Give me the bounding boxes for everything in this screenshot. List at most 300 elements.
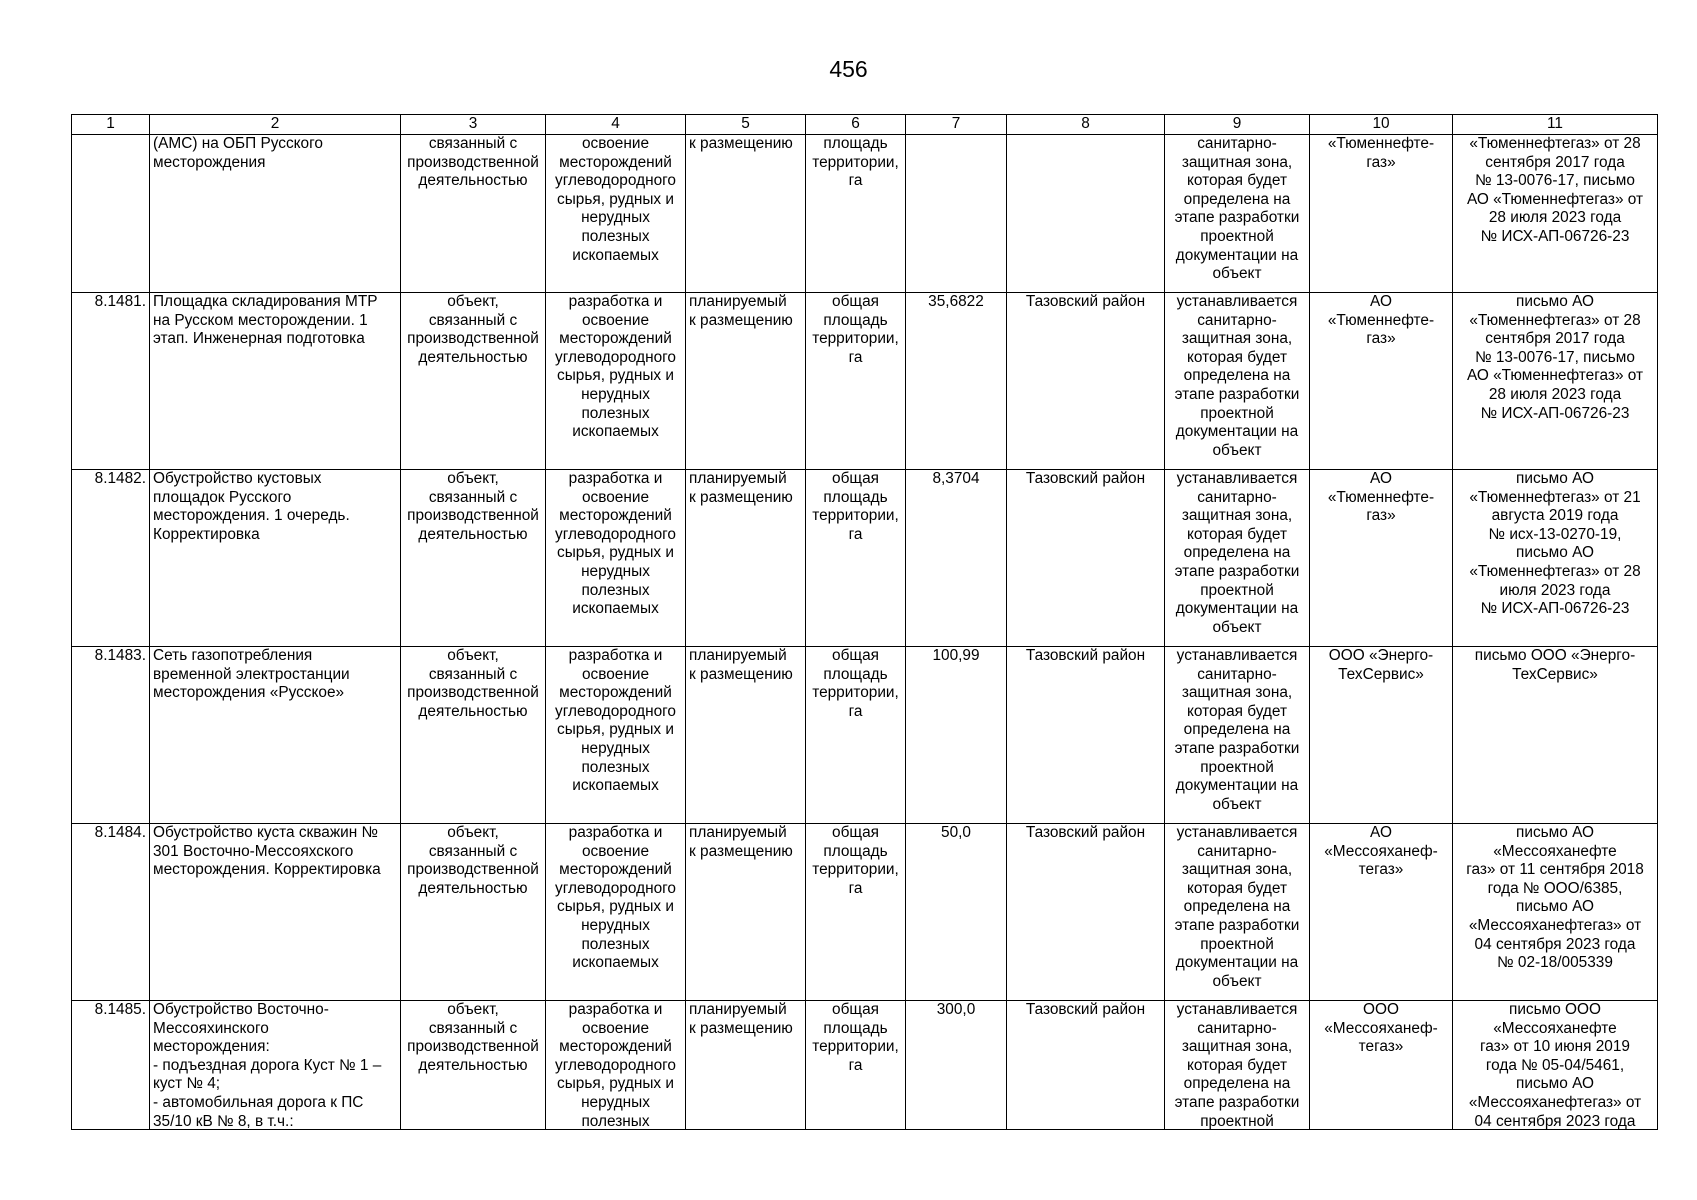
zone-description-cell [1165,647,1310,824]
object-type-line: деятельностью [418,1056,528,1074]
characteristic-name-cell [806,135,906,293]
zone-description-cell [1165,1001,1310,1130]
zone-description-line: санитарно- [1197,1019,1277,1037]
object-status-line: планируемый [689,293,787,310]
zone-description-line: защитная зона, [1181,861,1293,879]
object-type-line: объект, [447,293,499,310]
object-purpose-cell [546,470,686,647]
zone-description-line: объект [1212,441,1262,459]
characteristic-name-line: общая [832,1001,879,1018]
characteristic-value-cell [906,293,1007,470]
object-type-line: деятельностью [418,525,528,543]
basis-document-line: «Мессояханефтегаз» от [1468,916,1642,934]
object-purpose-line: углеводородного [555,172,676,190]
object-type-line: производственной [407,507,539,525]
characteristic-name-line: территории, [812,1038,899,1056]
object-purpose-line: освоение [581,488,650,506]
object-purpose-line: разработка и [568,647,663,664]
organization-cell [1310,1001,1453,1130]
object-type-cell [401,1001,546,1130]
object-status-line: к размещению [689,665,793,683]
object-purpose-line: углеводородного [555,879,676,897]
organization-line: «Тюменнефте- [1327,311,1435,329]
object-name-line: месторождения: [153,1038,270,1056]
object-type-cell [401,293,546,470]
zone-description-line: которая будет [1186,702,1288,720]
object-name-line: (АМС) на ОБП Русского [153,135,323,152]
table-row [72,293,1658,470]
row-number: 8.1484. [94,824,146,841]
object-status-line: к размещению [689,1019,793,1037]
location-cell [1007,135,1165,293]
object-purpose-line: месторождений [559,861,672,879]
characteristic-name-line: га [848,879,863,897]
zone-description-line: устанавливается [1176,647,1298,664]
object-name-line: 35/10 кВ № 8, в т.ч.: [153,1112,294,1129]
object-name-cell [150,293,401,470]
object-type-line: деятельностью [418,172,528,190]
zone-description-line: документации на [1175,246,1299,264]
object-name-line: Сеть газопотребления [153,647,313,664]
object-name-line: - автомобильная дорога к ПС [153,1093,364,1111]
object-status-line: планируемый [689,824,787,841]
object-type-line: деятельностью [418,348,528,366]
characteristic-value: 300,0 [936,1001,976,1018]
object-status-cell [686,293,806,470]
zone-description-line: которая будет [1186,879,1288,897]
object-purpose-line: углеводородного [555,702,676,720]
object-purpose-line: месторождений [559,507,672,525]
object-type-line: объект, [447,647,499,664]
basis-document-line: № ИСХ-АП-06726-23 [1480,227,1630,245]
basis-document-line: письмо АО [1516,293,1594,310]
object-purpose-line: разработка и [568,293,663,310]
basis-document-line: АО «Тюменнефтегаз» от [1466,190,1644,208]
basis-document-line: № 13-0076-17, письмо [1475,348,1635,366]
object-status-cell [686,470,806,647]
zone-description-line: документации на [1175,777,1299,795]
characteristic-name-line: территории, [812,684,899,702]
zone-description-line: этапе разработки [1174,209,1300,227]
zone-description-line: защитная зона, [1181,1038,1293,1056]
characteristic-value-cell [906,824,1007,1001]
object-purpose-line: месторождений [559,153,672,171]
object-name-line: месторождения. 1 очередь. [153,507,350,525]
organization-cell [1310,824,1453,1001]
characteristic-value-cell [906,1001,1007,1130]
basis-document-cell [1453,293,1658,470]
object-type-line: производственной [407,330,539,348]
zone-description-line: этапе разработки [1174,916,1300,934]
zone-description-line: этапе разработки [1174,739,1300,757]
table-row [72,824,1658,1001]
object-name-line: куст № 4; [153,1075,221,1093]
object-purpose-line: разработка и [568,1001,663,1018]
object-purpose-line: ископаемых [572,954,659,972]
basis-document-cell [1453,647,1658,824]
organization-line: ООО «Энерго- [1328,647,1434,664]
characteristic-value: 50,0 [941,824,971,841]
characteristic-value-cell [906,647,1007,824]
object-purpose-line: полезных [581,404,650,422]
object-name-line: площадок Русского [153,488,292,506]
location: Тазовский район [1025,824,1146,841]
location: Тазовский район [1025,470,1146,487]
characteristic-name-line: га [848,702,863,720]
column-number-4: 4 [546,115,686,135]
characteristic-value: 8,3704 [932,470,980,487]
characteristic-name-line: площадь [823,311,888,329]
basis-document-line: 04 сентября 2023 года [1474,935,1636,953]
basis-document-line: сентября 2017 года [1485,153,1625,171]
object-name-cell [150,824,401,1001]
organization-line: «Мессояханеф- [1324,1019,1438,1037]
characteristic-name-cell [806,470,906,647]
object-type-cell [401,135,546,293]
basis-document-line: № ИСХ-АП-06726-23 [1480,600,1630,618]
object-name-line: Обустройство Восточно- [153,1001,329,1018]
characteristic-name-line: площадь [823,665,888,683]
object-purpose-line: сырья, рудных и [557,1075,674,1093]
characteristic-name-line: территории, [812,330,899,348]
basis-document-line: августа 2019 года [1491,507,1619,525]
location-cell [1007,293,1165,470]
basis-document-cell [1453,470,1658,647]
object-name-line: месторождения «Русское» [153,684,345,702]
basis-document-line: АО «Тюменнефтегаз» от [1466,367,1644,385]
zone-description-line: определена на [1183,190,1291,208]
zone-description-line: этапе разработки [1174,385,1300,403]
zone-description-line: проектной [1200,404,1274,422]
column-number-1: 1 [72,115,150,135]
basis-document-line: газ» от 11 сентября 2018 [1466,861,1644,879]
column-number-9: 9 [1165,115,1310,135]
organization-line: «Тюменнефте- [1327,135,1435,152]
object-purpose-line: освоение [581,665,650,683]
basis-document-line: «Мессояханефте [1493,1019,1617,1037]
object-purpose-line: углеводородного [555,1056,676,1074]
organization-cell [1310,647,1453,824]
zone-description-line: защитная зона, [1181,330,1293,348]
basis-document-line: письмо АО [1516,824,1594,841]
object-type-line: объект, [447,1001,499,1018]
zone-description-cell [1165,135,1310,293]
object-type-line: связанный с [428,311,518,329]
object-purpose-line: ископаемых [572,600,659,618]
object-type-line: производственной [407,684,539,702]
zone-description-line: определена на [1183,721,1291,739]
object-purpose-line: нерудных [581,916,650,934]
object-name-line: на Русском месторождении. 1 [153,311,368,329]
organization-line: «Тюменнефте- [1327,488,1435,506]
row-number-cell [72,647,150,824]
zone-description-line: документации на [1175,954,1299,972]
basis-document-line: № ИСХ-АП-06726-23 [1480,404,1630,422]
object-name-line: месторождения [153,153,266,171]
object-name-cell [150,470,401,647]
organization-line: ООО [1363,1001,1399,1018]
location-cell [1007,1001,1165,1130]
zone-description-line: определена на [1183,544,1291,562]
object-purpose-line: углеводородного [555,525,676,543]
row-number-cell [72,1001,150,1130]
basis-document-line: «Тюменнефтегаз» от 21 [1469,488,1641,506]
basis-document-line: года № 05-04/5461, [1485,1056,1625,1074]
basis-document-line: № исх-13-0270-19, [1488,525,1622,543]
object-purpose-line: разработка и [568,824,663,841]
object-type-line: производственной [407,1038,539,1056]
characteristic-value-cell [906,470,1007,647]
object-name-line: Мессояхинского [153,1019,269,1037]
characteristic-name-cell [806,647,906,824]
row-number: 8.1481. [94,293,146,310]
object-type-line: объект, [447,824,499,841]
object-name-line: - подъездная дорога Куст № 1 – [153,1056,382,1074]
organization-line: тегаз» [1358,861,1404,879]
row-number: 8.1483. [94,647,146,664]
object-purpose-cell [546,1001,686,1130]
object-purpose-line: нерудных [581,1093,650,1111]
characteristic-name-cell [806,824,906,1001]
page-number: 456 [829,56,868,82]
characteristic-value: 35,6822 [928,293,984,310]
object-purpose-line: ископаемых [572,423,659,441]
object-type-cell [401,647,546,824]
table-body [72,135,1658,1130]
object-name-line: временной электростанции [153,665,350,683]
zone-description-line: проектной [1200,758,1274,776]
object-status-line: к размещению [689,311,793,329]
object-name-line: месторождения. Корректировка [153,861,381,879]
basis-document-line: сентября 2017 года [1485,330,1625,348]
organization-cell [1310,470,1453,647]
column-number-8: 8 [1007,115,1165,135]
object-type-line: связанный с [428,842,518,860]
object-name-line: Обустройство кустовых [153,470,322,487]
characteristic-name-line: общая [832,647,879,664]
zone-description-line: устанавливается [1176,470,1298,487]
characteristic-name-line: площадь [823,135,888,152]
zone-description-cell [1165,824,1310,1001]
basis-document-cell [1453,1001,1658,1130]
column-number-6: 6 [806,115,906,135]
object-purpose-line: освоение [581,1019,650,1037]
object-purpose-line: нерудных [581,209,650,227]
organization-line: тегаз» [1358,1038,1404,1056]
column-number-row [72,115,1658,135]
basis-document-line: «Мессояханефтегаз» от [1468,1093,1642,1111]
characteristic-name-line: общая [832,470,879,487]
object-purpose-cell [546,647,686,824]
zone-description-line: проектной [1200,227,1274,245]
location-cell [1007,824,1165,1001]
basis-document-line: 04 сентября 2023 года [1474,1112,1636,1129]
zone-description-line: объект [1212,265,1262,283]
characteristic-name-line: территории, [812,861,899,879]
organization-cell [1310,135,1453,293]
object-type-line: связанный с [428,488,518,506]
organization-cell [1310,293,1453,470]
object-type-line: связанный с [428,1019,518,1037]
zone-description-line: проектной [1200,581,1274,599]
object-purpose-line: сырья, рудных и [557,721,674,739]
zone-description-line: определена на [1183,898,1291,916]
organization-line: АО [1370,293,1392,310]
object-status-cell [686,647,806,824]
characteristic-value: 100,99 [932,647,980,664]
zone-description-line: устанавливается [1176,293,1298,310]
basis-document-line: письмо АО [1516,470,1594,487]
object-name-line: Корректировка [153,525,260,543]
characteristic-name-line: га [848,1056,863,1074]
object-purpose-line: сырья, рудных и [557,544,674,562]
characteristic-name-line: площадь [823,488,888,506]
zone-description-line: санитарно- [1197,311,1277,329]
object-name-cell [150,647,401,824]
object-purpose-line: полезных [581,935,650,953]
object-name-line: Обустройство куста скважин № [153,824,379,841]
zone-description-line: объект [1212,795,1262,813]
object-purpose-line: нерудных [581,562,650,580]
characteristic-name-line: га [848,348,863,366]
zone-description-line: которая будет [1186,172,1288,190]
object-type-cell [401,470,546,647]
object-purpose-cell [546,824,686,1001]
object-name-cell [150,135,401,293]
organization-line: «Мессояханеф- [1324,842,1438,860]
basis-document-line: письмо АО [1516,544,1594,562]
object-purpose-line: полезных [581,1112,650,1129]
table-row [72,1001,1658,1130]
characteristic-name-line: га [848,525,863,543]
object-purpose-line: полезных [581,581,650,599]
zone-description-line: санитарно- [1197,135,1277,152]
zone-description-line: устанавливается [1176,824,1298,841]
object-type-line: деятельностью [418,879,528,897]
object-status-line: к размещению [689,488,793,506]
organization-line: АО [1370,470,1392,487]
object-purpose-line: месторождений [559,684,672,702]
basis-document-cell [1453,135,1658,293]
characteristic-name-line: площадь [823,1019,888,1037]
object-status-cell [686,1001,806,1130]
characteristic-name-line: территории, [812,153,899,171]
basis-document-cell [1453,824,1658,1001]
object-purpose-cell [546,293,686,470]
zone-description-line: которая будет [1186,1056,1288,1074]
registry-table [71,114,1658,1130]
object-type-line: связанный с [428,665,518,683]
object-type-line: деятельностью [418,702,528,720]
basis-document-line: газ» от 10 июня 2019 [1480,1038,1630,1056]
object-purpose-line: сырья, рудных и [557,367,674,385]
basis-document-line: письмо АО [1516,1075,1594,1093]
organization-line: газ» [1366,153,1396,171]
object-purpose-line: освоение [581,135,650,152]
zone-description-cell [1165,293,1310,470]
zone-description-line: документации на [1175,423,1299,441]
object-status-cell [686,824,806,1001]
zone-description-line: проектной [1200,1112,1274,1129]
basis-document-line: 28 июля 2023 года [1488,209,1622,227]
column-number-2: 2 [150,115,401,135]
object-status-cell [686,135,806,293]
organization-line: ТехСервис» [1338,665,1424,683]
object-type-line: объект, [447,470,499,487]
zone-description-line: этапе разработки [1174,1093,1300,1111]
table-row [72,647,1658,824]
basis-document-line: «Тюменнефтегаз» от 28 [1469,562,1641,580]
basis-document-line: 28 июля 2023 года [1488,385,1622,403]
object-status-line: к размещению [689,135,793,152]
characteristic-name-line: га [848,172,863,190]
object-purpose-line: разработка и [568,470,663,487]
object-purpose-line: нерудных [581,385,650,403]
object-purpose-line: ископаемых [572,777,659,795]
table-row [72,470,1658,647]
zone-description-line: санитарно- [1197,665,1277,683]
object-purpose-line: полезных [581,758,650,776]
object-type-line: производственной [407,861,539,879]
object-name-line: Площадка складирования МТР [153,293,378,310]
column-number-5: 5 [686,115,806,135]
object-type-line: связанный с [428,135,518,152]
basis-document-line: «Тюменнефтегаз» от 28 [1469,311,1641,329]
object-status-line: к размещению [689,842,793,860]
object-status-line: планируемый [689,470,787,487]
object-name-cell [150,1001,401,1130]
object-type-cell [401,824,546,1001]
zone-description-line: определена на [1183,367,1291,385]
zone-description-line: санитарно- [1197,842,1277,860]
zone-description-line: этапе разработки [1174,562,1300,580]
characteristic-name-line: общая [832,824,879,841]
characteristic-name-line: общая [832,293,879,310]
zone-description-line: защитная зона, [1181,684,1293,702]
table-row [72,135,1658,293]
zone-description-line: документации на [1175,600,1299,618]
organization-line: АО [1370,824,1392,841]
location: Тазовский район [1025,293,1146,310]
basis-document-line: № 13-0076-17, письмо [1475,172,1635,190]
basis-document-line: № 02-18/005339 [1497,954,1613,972]
row-number-cell [72,470,150,647]
zone-description-line: определена на [1183,1075,1291,1093]
object-status-line: планируемый [689,1001,787,1018]
object-status-line: планируемый [689,647,787,664]
zone-description-line: устанавливается [1176,1001,1298,1018]
characteristic-name-cell [806,1001,906,1130]
object-purpose-line: месторождений [559,330,672,348]
zone-description-cell [1165,470,1310,647]
basis-document-line: года № ООО/6385, [1487,879,1623,897]
column-number-7: 7 [906,115,1007,135]
zone-description-line: проектной [1200,935,1274,953]
zone-description-line: которая будет [1186,348,1288,366]
object-purpose-line: освоение [581,842,650,860]
object-purpose-cell [546,135,686,293]
column-number-11: 11 [1453,115,1658,135]
zone-description-line: объект [1212,618,1262,636]
characteristic-name-line: территории, [812,507,899,525]
object-name-line: 301 Восточно-Мессояхского [153,842,354,860]
column-number-10: 10 [1310,115,1453,135]
row-number-cell [72,824,150,1001]
object-purpose-line: нерудных [581,739,650,757]
characteristic-name-cell [806,293,906,470]
row-number: 8.1482. [94,470,146,487]
object-name-line: этап. Инженерная подготовка [153,330,365,348]
